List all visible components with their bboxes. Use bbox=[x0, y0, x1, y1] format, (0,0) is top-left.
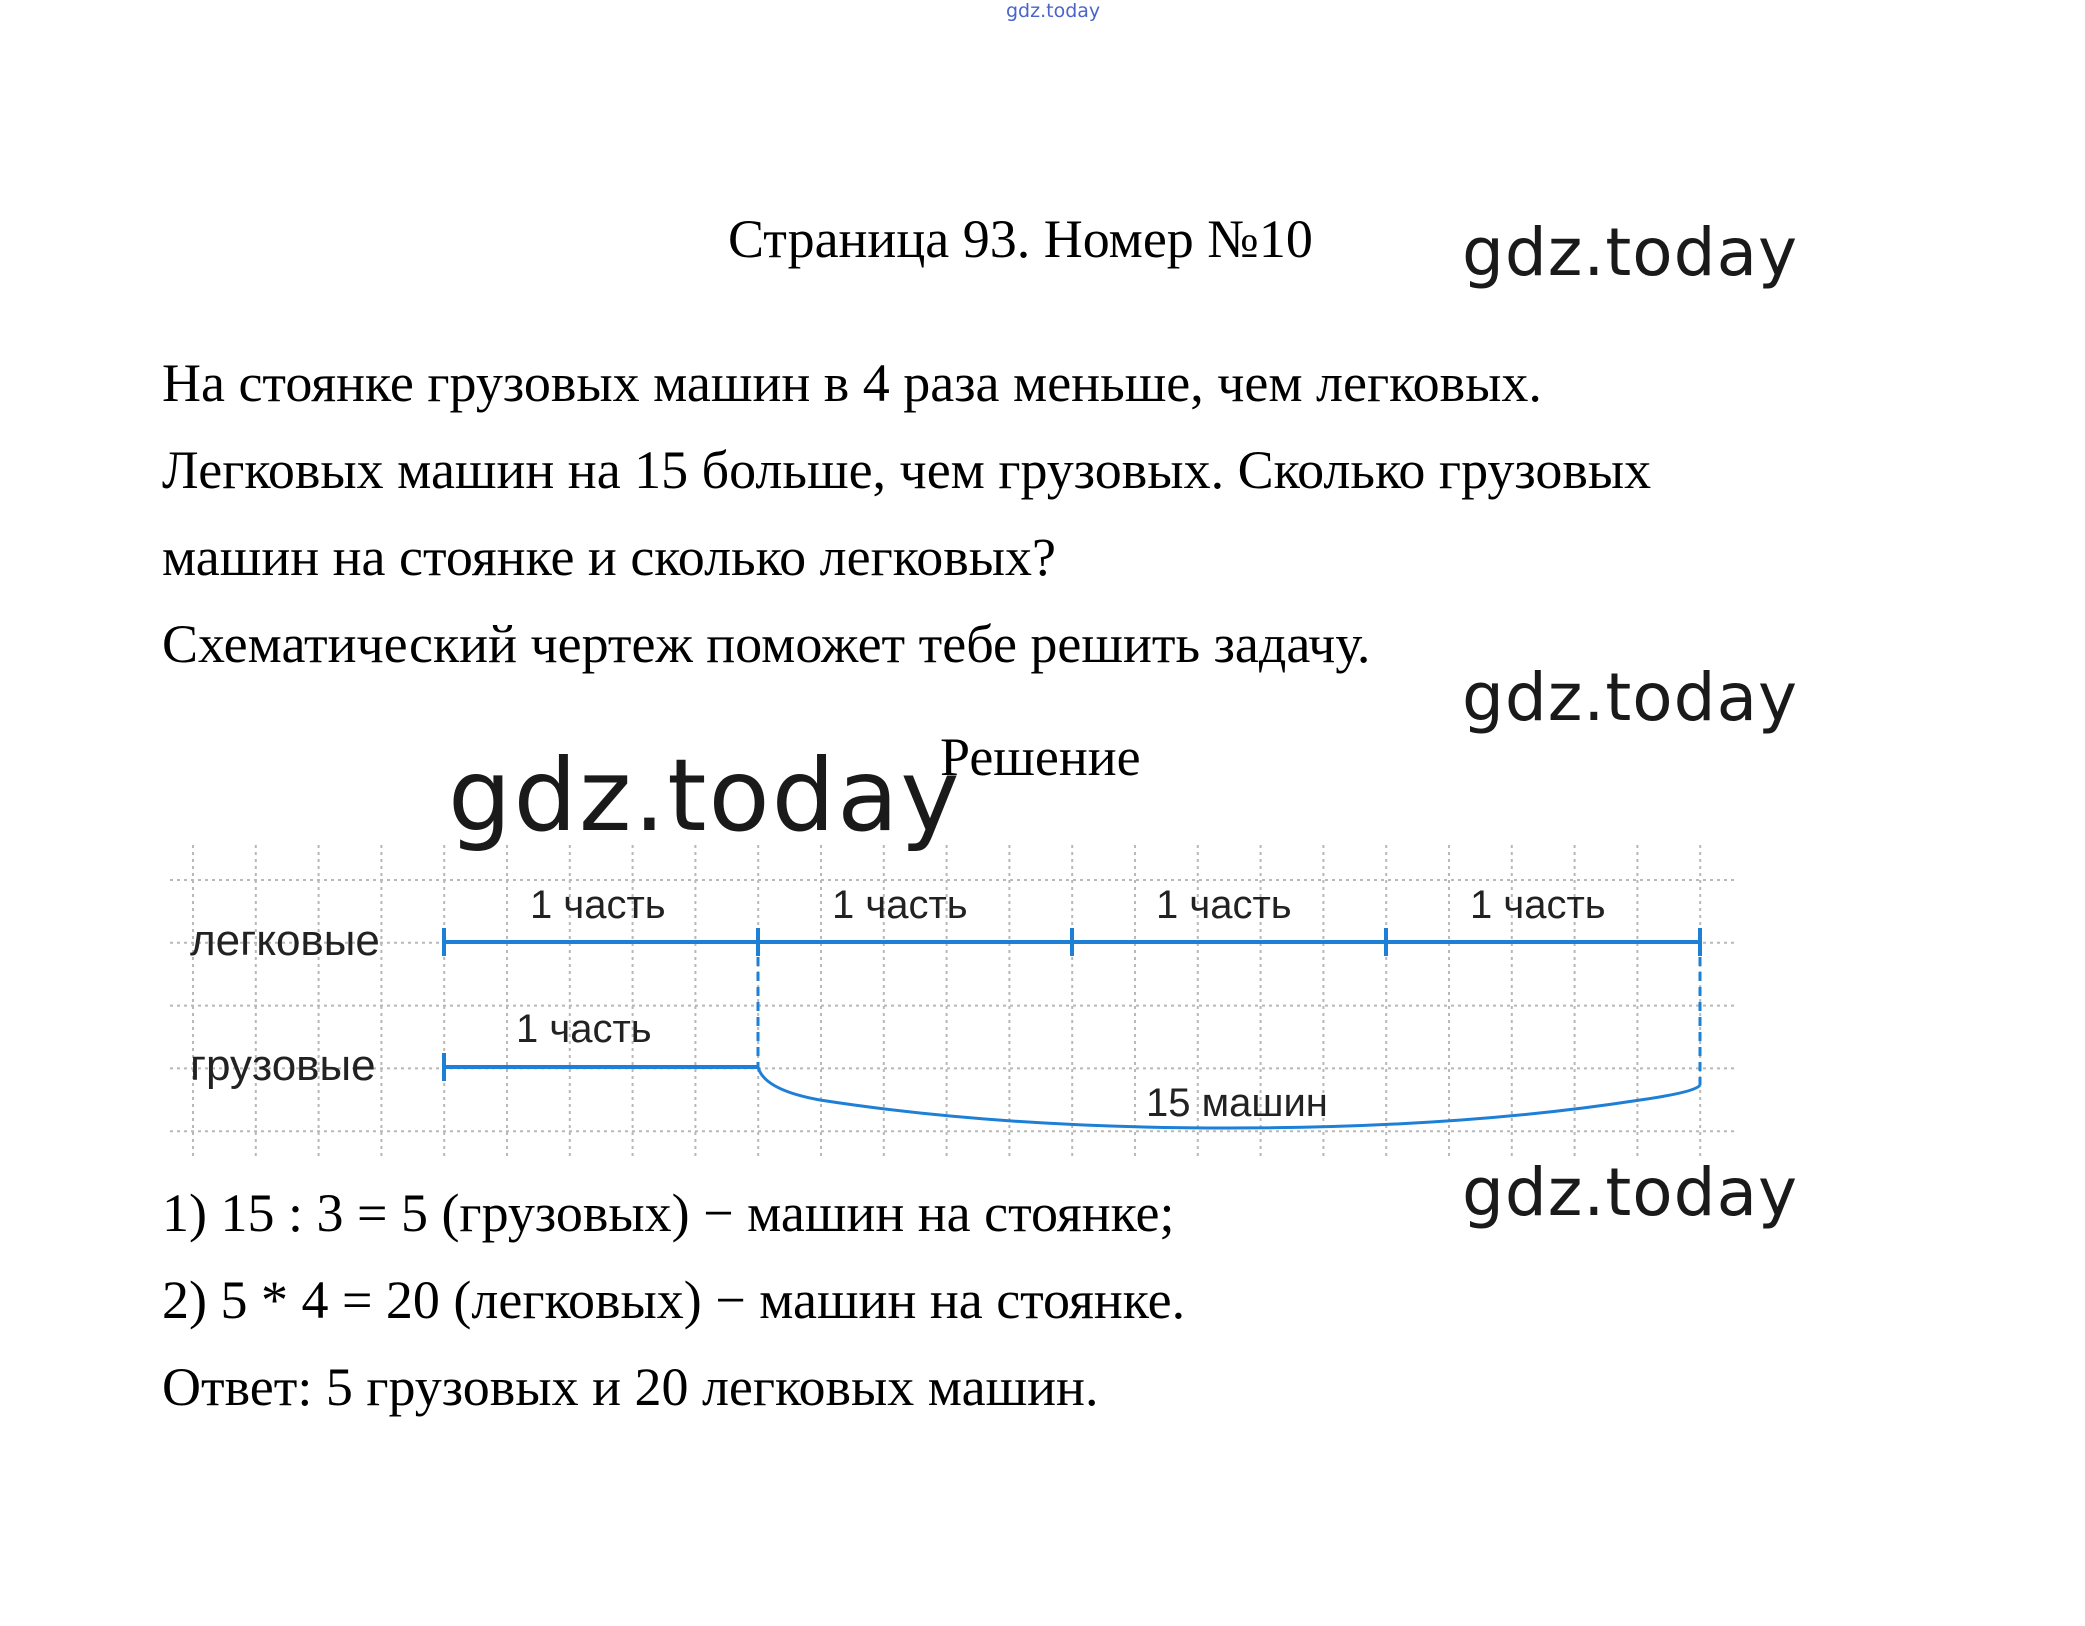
trucks-part-label: 1 часть bbox=[516, 1007, 652, 1051]
cars-part-label-3: 1 часть bbox=[1156, 883, 1292, 927]
task-line-1: На стоянке грузовых машин в 4 раза меньше, чем легковых. bbox=[162, 353, 1542, 413]
row-label-trucks: грузовые bbox=[190, 1041, 376, 1090]
answer-line-1: 1) 15 : 3 = 5 (грузовых) − машин на стоянке; bbox=[162, 1183, 1175, 1243]
page-title: Страница 93. Номер №10 bbox=[728, 209, 1313, 269]
task-line-4: Схематический чертеж поможет тебе решить задачу. bbox=[162, 614, 1371, 674]
answer-line-3: Ответ: 5 грузовых и 20 легковых машин. bbox=[162, 1357, 1099, 1417]
task-line-2: Легковых машин на 15 больше, чем грузовых. Сколько грузовых bbox=[162, 440, 1652, 500]
solution-label: Решение bbox=[940, 727, 1141, 787]
answer-line-2: 2) 5 * 4 = 20 (легковых) − машин на стоянке. bbox=[162, 1270, 1186, 1330]
watermark-2: gdz.today bbox=[1462, 659, 1799, 736]
watermark-3: gdz.today bbox=[1462, 1154, 1799, 1231]
cars-part-label-2: 1 часть bbox=[832, 883, 968, 927]
watermark-large: gdz.today bbox=[448, 737, 962, 854]
cars-part-label-4: 1 часть bbox=[1470, 883, 1606, 927]
answer-text bbox=[162, 1170, 1185, 1431]
watermark-1: gdz.today bbox=[1462, 214, 1799, 291]
cars-part-label-1: 1 часть bbox=[530, 883, 666, 927]
difference-label: 15 машин bbox=[1146, 1081, 1328, 1125]
row-label-cars: легковые bbox=[190, 916, 380, 965]
task-line-3: машин на стоянке и сколько легковых? bbox=[162, 527, 1056, 587]
top-watermark: gdz.today bbox=[1006, 0, 1101, 22]
